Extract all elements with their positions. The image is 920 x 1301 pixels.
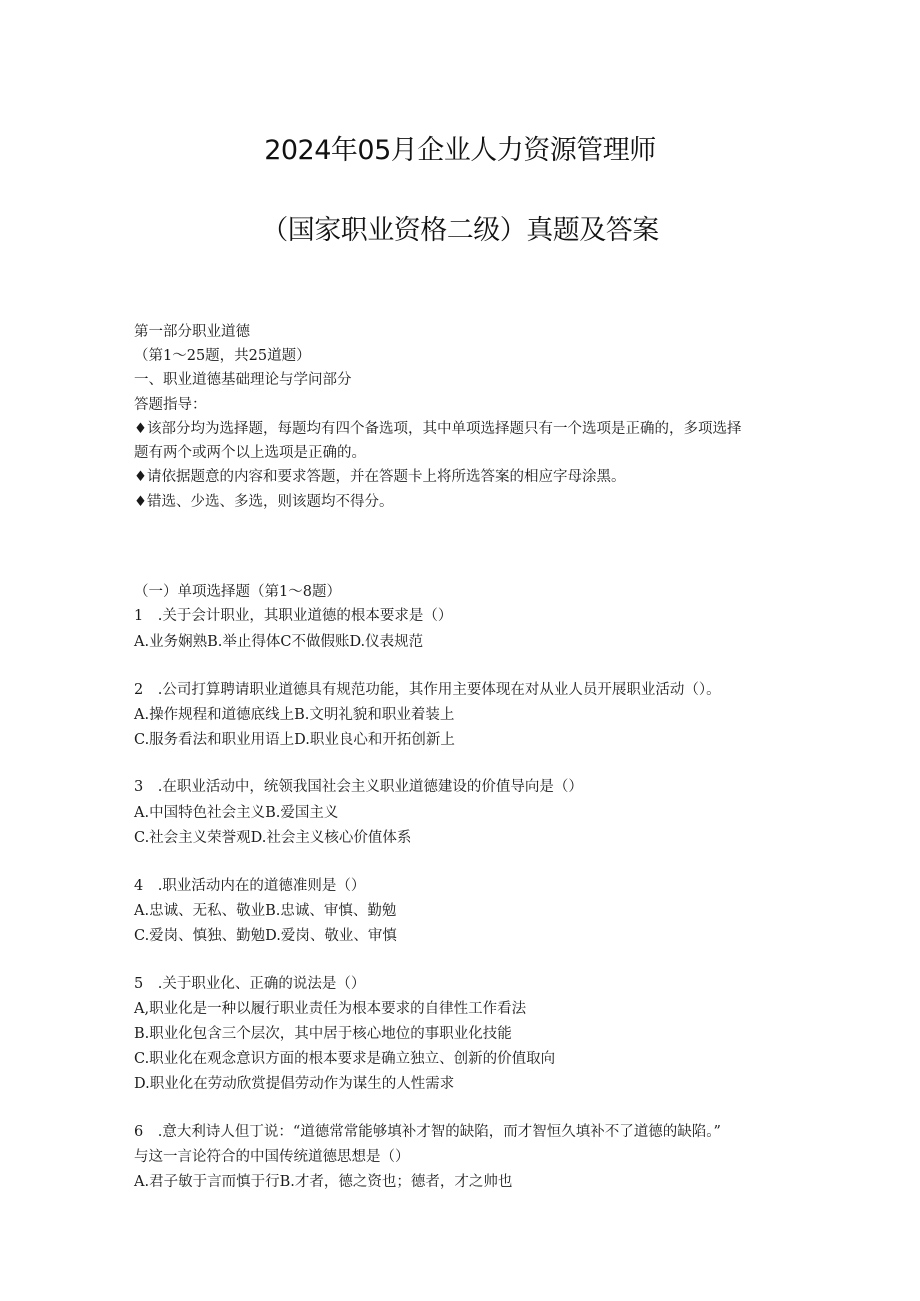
- question-6-stem-continued: 与这一言论符合的中国传统道德思想是（）: [134, 1149, 410, 1165]
- question-5-option-line: A,职业化是一种以履行职业责任为根本要求的自律性工作看法: [134, 1001, 527, 1017]
- document-title-line-1: 2024年05月企业人力资源管理师: [264, 135, 656, 166]
- guide-item-2: ♦请依据题意的内容和要求答题，并在答题卡上将所选答案的相应字母涂黑。: [134, 469, 626, 485]
- question-6-option-line: A.君子敏于言而慎于行B.才者，德之资也；德者，才之帅也: [134, 1174, 513, 1190]
- guide-item-3: ♦错选、少选、多选，则该题均不得分。: [134, 494, 394, 510]
- question-5-option-line: C.职业化在观念意识方面的根本要求是确立独立、创新的价值取向: [134, 1051, 556, 1067]
- question-3-option-line: A.中国特色社会主义B.爱国主义: [134, 805, 339, 821]
- question-4-stem: 4 .职业活动内在的道德准则是（）: [134, 878, 366, 894]
- part-heading: 第一部分职业道德: [134, 324, 250, 340]
- guide-label: 答题指导：: [134, 397, 207, 413]
- question-5-option-line: B.职业化包含三个层次，其中居于核心地位的事职业化技能: [134, 1026, 512, 1042]
- question-6-stem: 6 .意大利诗人但丁说：“道德常常能够填补才智的缺陷，而才智恒久填补不了道德的缺陷。”: [134, 1124, 721, 1140]
- question-5-option-line: D.职业化在劳动欣赏提倡劳动作为谋生的人性需求: [134, 1076, 455, 1092]
- part-question-range: （第1～25题，共25道题）: [134, 348, 311, 364]
- question-4-option-line: C.爱岗、慎独、勤勉D.爱岗、敬业、审慎: [134, 928, 397, 944]
- question-2-stem: 2 .公司打算聘请职业道德具有规范功能，其作用主要体现在对从业人员开展职业活动（）。: [134, 682, 721, 698]
- question-2-option-line: C.服务看法和职业用语上D.职业良心和开拓创新上: [134, 732, 455, 748]
- guide-item-1: ♦该部分均为选择题，每题均有四个备选项，其中单项选择题只有一个选项是正确的，多项选择: [134, 421, 742, 437]
- question-1-stem: 1 .关于会计职业，其职业道德的根本要求是（）: [134, 608, 453, 624]
- question-3-option-line: C.社会主义荣誉观D.社会主义核心价值体系: [134, 830, 412, 846]
- subsection-heading: （一）单项选择题（第1～8题）: [134, 584, 341, 600]
- document-title-line-2: （国家职业资格二级）真题及答案: [261, 215, 659, 246]
- question-5-stem: 5 .关于职业化、正确的说法是（）: [134, 976, 366, 992]
- guide-item-1-continued: 题有两个或两个以上选项是正确的。: [134, 445, 366, 461]
- question-4-option-line: A.忠诚、无私、敬业B.忠诚、审慎、勤勉: [134, 903, 397, 919]
- section-heading: 一、职业道德基础理论与学问部分: [134, 372, 352, 388]
- question-1-option-line: A.业务娴熟B.举止得体C不做假账D.仪表规范: [134, 634, 424, 650]
- question-2-option-line: A.操作规程和道德底线上B.文明礼貌和职业着装上: [134, 707, 455, 723]
- question-3-stem: 3 .在职业活动中，统领我国社会主义职业道德建设的价值导向是（）: [134, 779, 583, 795]
